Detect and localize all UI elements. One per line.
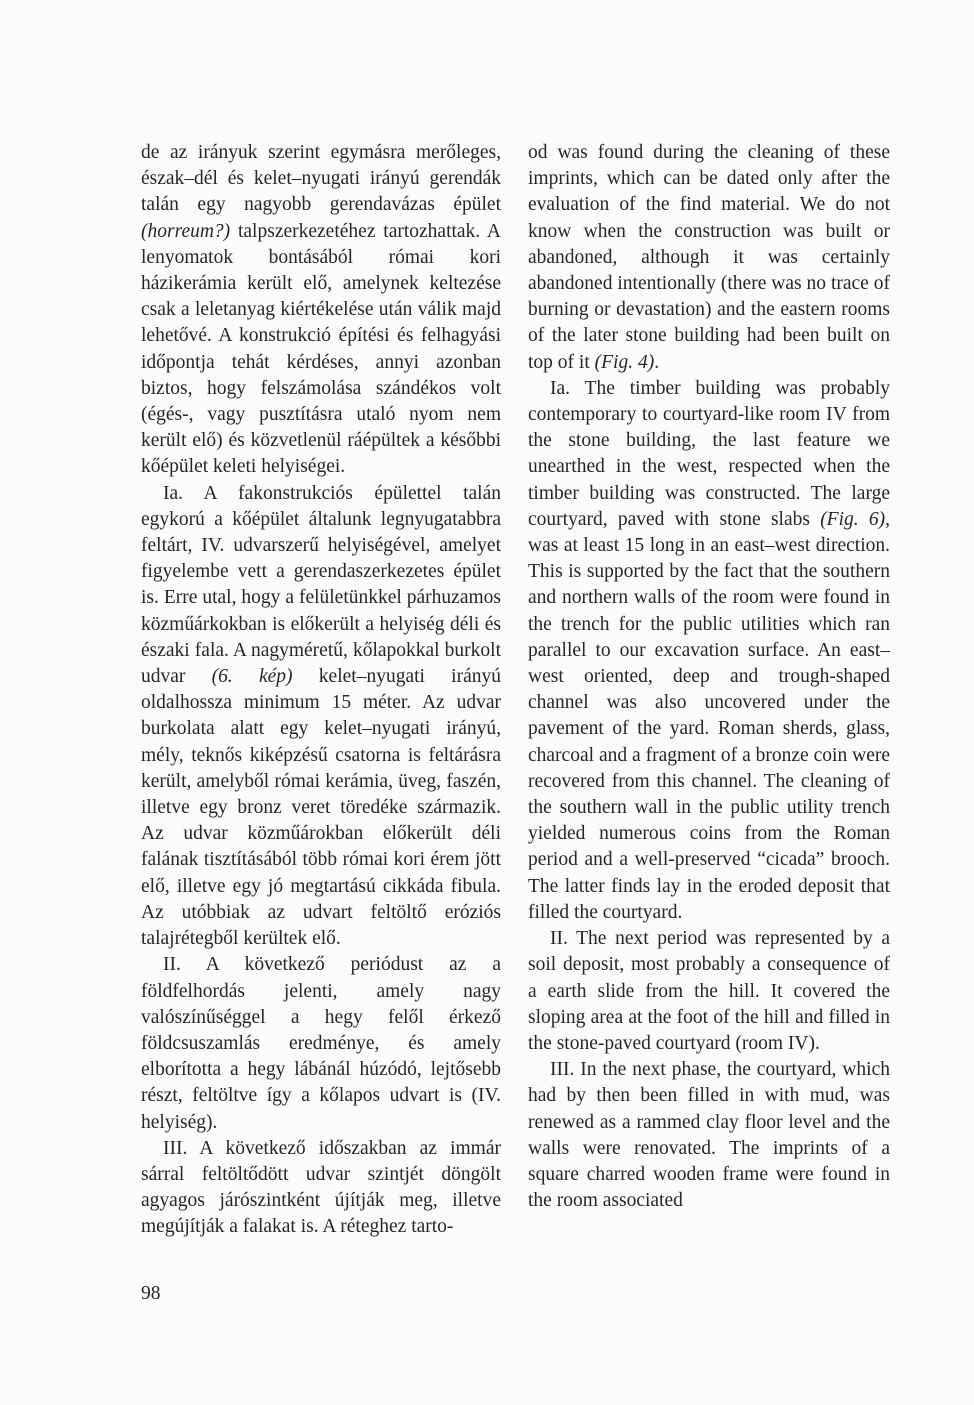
paragraph (141, 1136, 501, 1241)
paragraph (141, 481, 501, 953)
text-run: od was found during the cleaning of these imprints, which can be dated only after the evaluation of the find material. We do not know when the construction was built or abandoned, although it was certainly abandoned intentionally (there was no trace of burning or devastation) and the eastern rooms of the later stone building had been built on top of it (528, 142, 890, 373)
text-run: II. A következő periódust az a földfelhordás jelenti, amely nagy valószínűséggel a hegy felől érkező földcsuszamlás eredménye, és amely elborította a hegy lábánál húzódó, lejtősebb részt, feltöltve így a kőlapos udvart is (IV. helyiség). (141, 954, 501, 1133)
text-run: de az irányuk szerint egymásra merőleges, észak–dél és kelet–nyugati irányú gerendák talán egy nagyobb gerendavázas épület (141, 142, 501, 216)
text-run: . (654, 351, 660, 373)
text-run: Ia. A fakonstrukciós épülettel talán egykorú a kőépület általunk legnyugatabbra feltárt, IV. udvarszerű helyiségével, amelyet figyelembe vett a gerendaszerkezetes épület is. Erre utal, hogy a felületünkkel párhuzamos közműárkokban is előkerült a helyiség déli és északi fala. A nagyméretű, kőlapokkal burkolt udvar (141, 482, 501, 688)
english-text-column (528, 140, 890, 1214)
italic-reference: (Fig. 4) (594, 351, 655, 373)
paragraph (528, 1057, 890, 1214)
text-run: , was at least 15 long in an east–west direction. This is supported by the fact that the southern and northern walls of the room were found in the trench for the public utilities which ran parallel to our excavation surface. An east–west oriented, deep and trough-shaped channel was also uncovered under the pavement of the yard. Roman sherds, glass, charcoal and a fragment of a bronze coin were recovered from this channel. The cleaning of the southern wall in the public utility trench yielded numerous coins from the Roman period and a well-preserved “cicada” brooch. The latter finds lay in the eroded deposit that filled the courtyard. (528, 508, 890, 923)
paragraph (528, 376, 890, 926)
paragraph (528, 140, 890, 376)
italic-reference: (horreum?) (141, 220, 231, 242)
text-run: III. A következő időszakban az immár sárral feltöltődött udvar szintjét döngölt agyagos járószintként újítják meg, illetve megújítják a falakat is. A réteghez tarto- (141, 1137, 501, 1238)
paragraph (528, 926, 890, 1057)
text-run: II. The next period was represented by a soil deposit, most probably a consequence of a earth slide from the hill. It covered the sloping area at the foot of the hill and filled in the stone-paved courtyard (room IV). (528, 928, 890, 1054)
paragraph (141, 952, 501, 1135)
italic-reference: (Fig. 6) (820, 508, 886, 530)
italic-reference: (6. kép) (211, 666, 293, 688)
paragraph (141, 140, 501, 481)
text-run: Ia. The timber building was probably contemporary to courtyard-like room IV from the stone building, the last feature we unearthed in the west, respected when the timber building was constructed. The large courtyard, paved with stone slabs (528, 377, 890, 530)
text-run: kelet–nyugati irányú oldalhossza minimum 15 méter. Az udvar burkolata alatt egy kelet–nyugati irányú, mély, teknős kiképzésű csatorna is feltárásra került, amelyből római kerámia, üveg, faszén, illetve egy bronz veret töredéke származik. Az udvar közműárokban előkerült déli falának tisztításából több római kori érem jött elő, illetve egy jó megtartású cikkáda fibula. Az utóbbiak az udvart feltöltő eróziós talajrétegből kerültek elő. (141, 666, 501, 950)
hungarian-text-column (141, 140, 501, 1241)
text-run: III. In the next phase, the courtyard, which had by then been filled in with mud, was renewed as a rammed clay floor level and the walls were renovated. The imprints of a square charred wooden frame were found in the room associated (528, 1059, 890, 1212)
page-number: 98 (141, 1283, 161, 1304)
text-run: talpszerkezetéhez tartozhattak. A lenyomatok bontásából római kori házikerámia került elő, amelynek keltezése csak a leletanyag kiértékelése után válik majd lehetővé. A konstrukció építési és felhagyási időpontja tehát kérdéses, annyi azonban biztos, hogy felszámolása szándékos volt (égés-, vagy pusztításra utaló nyom nem került elő) és közvetlenül ráépültek a későbbi kőépület keleti helyiségei. (141, 220, 501, 478)
